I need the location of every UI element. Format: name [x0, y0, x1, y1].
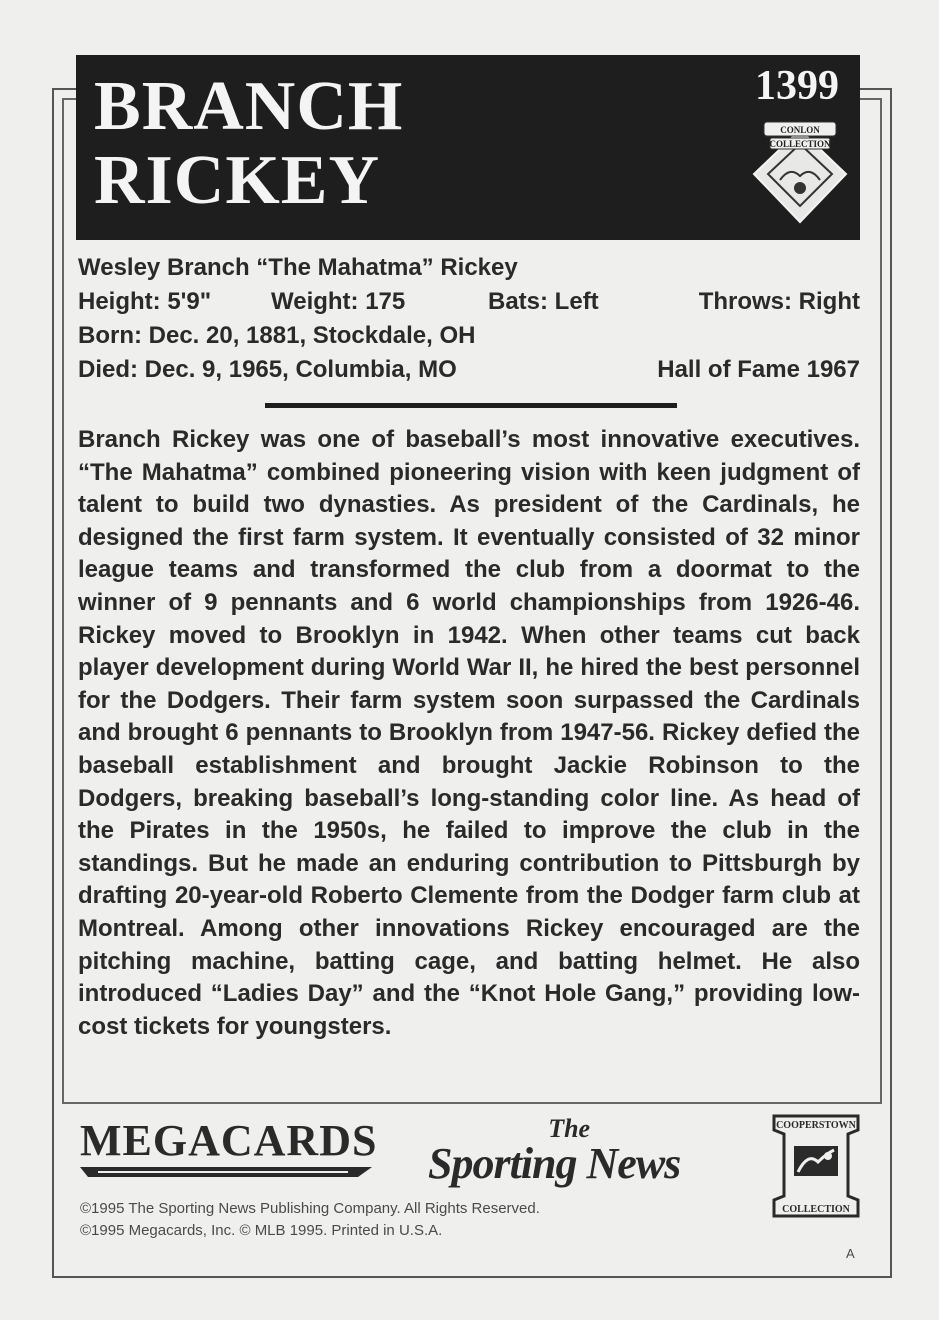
- megacards-logo: MEGACARDS: [80, 1116, 378, 1165]
- copyright-line-2: ©1995 Megacards, Inc. © MLB 1995. Printed in U.S.A.: [80, 1222, 443, 1239]
- logo-text-top: CONLON: [780, 125, 820, 135]
- sporting-news-the: The: [548, 1114, 591, 1143]
- measurements-line: [78, 288, 860, 322]
- weight: Weight: 175: [271, 288, 406, 315]
- bats: Bats: Left: [488, 288, 599, 315]
- card-number: 1399: [755, 63, 839, 109]
- copyright-block: [80, 1198, 540, 1242]
- conlon-collection-logo: [750, 110, 850, 228]
- hall-of-fame: Hall of Fame 1967: [657, 356, 860, 383]
- full-name-line: [78, 254, 860, 288]
- coop-top-text: COOPERSTOWN: [776, 1120, 856, 1131]
- player-name-line2: RICKEY: [94, 142, 381, 219]
- born-line: [78, 322, 860, 356]
- height: Height: 5'9": [78, 288, 212, 315]
- logo-text-sub: COLLECTION: [769, 139, 831, 149]
- megacards-swoosh: [78, 1163, 374, 1181]
- sporting-news-name: Sporting News: [428, 1139, 681, 1188]
- born: Born: Dec. 20, 1881, Stockdale, OH: [78, 322, 476, 349]
- section-divider: [265, 403, 677, 408]
- player-vitals: [78, 254, 860, 390]
- player-name-line1: BRANCH: [94, 68, 404, 145]
- coop-bottom-text: COLLECTION: [782, 1204, 850, 1215]
- throws: Throws: Right: [698, 288, 860, 315]
- full-name: Wesley Branch “The Mahatma” Rickey: [78, 254, 518, 281]
- biography-text: Branch Rickey was one of baseball’s most innovative executives. “The Mahatma” combined pioneering vision with keen judgment of talent to build two dynasties. As president of the Cardinals, he designed the first farm system. It eventually consisted of 32 minor league teams and transformed the club from a doormat to the winner of 9 pennants and 6 world championships from 1926-46. Rickey moved to Brooklyn in 1942. When other teams cut back player development during World War II, he hired the best personnel for the Dodgers. Their farm system soon surpassed the Cardinals and brought 6 pennants to Brooklyn from 1947-56. Rickey defied the baseball establishment and brought Jackie Robinson to the Dodgers, breaking baseball’s long-standing color line. As head of the Pirates in the 1950s, he failed to improve the club in the standings. But he made an enduring contribution to Pittsburgh by drafting 20-year-old Roberto Clemente from the Dodger farm club at Montreal. Among other innovations Rickey encouraged are the pitching machine, batting cage, and batting helmet. He also introduced “Ladies Day” and the “Knot Hole Gang,” providing low-cost tickets for youngsters.: [78, 426, 860, 1040]
- cooperstown-collection-logo: [768, 1110, 864, 1222]
- died: Died: Dec. 9, 1965, Columbia, MO: [78, 356, 457, 383]
- player-name: [94, 70, 403, 218]
- sporting-news-logo: [428, 1116, 680, 1186]
- died-line: [78, 356, 860, 390]
- variant-letter: A: [846, 1246, 855, 1261]
- copyright-line-1: ©1995 The Sporting News Publishing Company. All Rights Reserved.: [80, 1200, 540, 1217]
